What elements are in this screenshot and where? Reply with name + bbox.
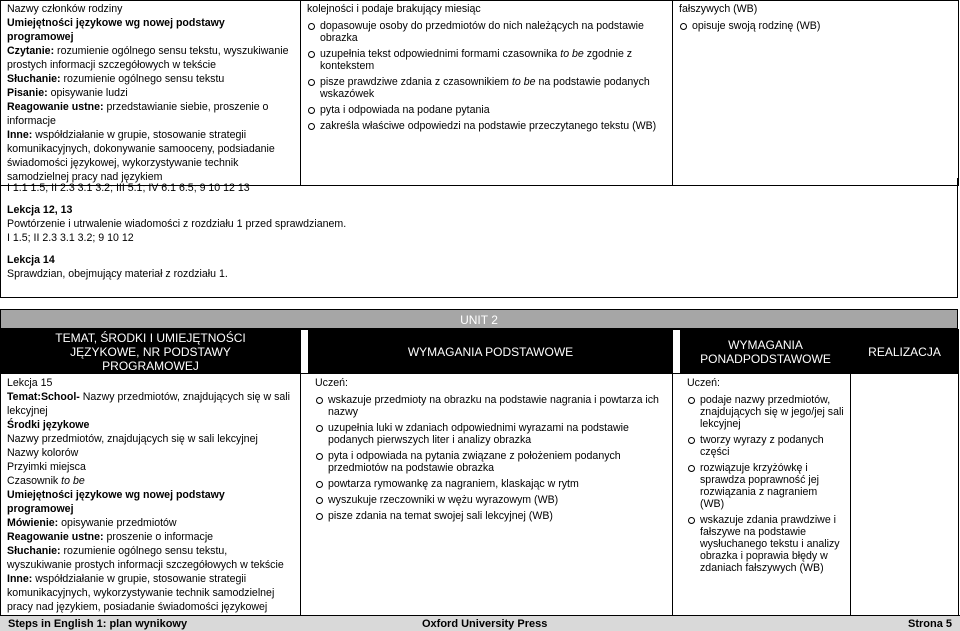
page-footer [0, 615, 960, 631]
lesson-15-title: Lekcja 15 [7, 377, 53, 389]
list-item: pyta i odpowiada na podane pytania [307, 104, 666, 116]
language-means-heading: Środki językowe [7, 419, 90, 431]
continuation-table [0, 0, 959, 186]
basic-requirements-list [315, 394, 666, 522]
reading-label: Czytanie: [7, 45, 55, 57]
list-item: rozwiązuje krzyżówkę i sprawdza poprawność jej rozwiązania z nagraniem (WB) [687, 462, 844, 510]
curriculum-refs: I 1.1 1.5; II 2.3 3.1 3.2; III 5.1; IV 6.1 6.5; 9 10 12 13 [7, 182, 250, 194]
lesson-12-13-title: Lekcja 12, 13 [7, 204, 73, 216]
basic-requirements-list [307, 20, 666, 132]
lesson-14-title: Lekcja 14 [7, 254, 55, 266]
list-item: wskazuje przedmioty na obrazku na podstawie nagrania i powtarza ich nazwy [315, 394, 666, 418]
lesson-12-13-description: Powtórzenie i utrwalenie wiadomości z rozdziału 1 przed sprawdzianem. [7, 218, 347, 230]
footer-page-number: Strona 5 [907, 618, 952, 630]
lessons-block [0, 178, 958, 298]
speaking-skill [7, 100, 294, 128]
language-means-item: Nazwy kolorów [7, 447, 79, 459]
lesson-15-realization-cell [851, 374, 959, 617]
extended-requirements-cell [673, 1, 959, 186]
listening-label: Słuchanie: [7, 73, 61, 85]
lesson-12-13-refs: I 1.5; II 2.3 3.1 3.2; 9 10 12 [7, 232, 134, 244]
list-item: uzupełnia luki w zdaniach odpowiednimi wyrazami na podstawie podanych pierwszych liter i analizy obrazka [315, 422, 666, 446]
extended-requirements-list [679, 20, 952, 32]
family-members-line: Nazwy członków rodziny [7, 3, 123, 15]
basic-lead: Uczeń: [315, 377, 348, 389]
listening-skill [7, 72, 294, 86]
unit-banner: UNIT 2 [0, 309, 958, 329]
list-item: opisuje swoją rodzinę (WB) [679, 20, 952, 32]
listening-skill: Słuchanie: rozumienie ogólnego sensu tekstu, wyszukiwanie prostych informacji szczegółowych w tekście [7, 545, 284, 571]
skills-heading: Umiejętności językowe wg nowej podstawy programowej [7, 489, 225, 515]
list-item: dopasowuje osoby do przedmiotów do nich należących na podstawie obrazka [307, 20, 666, 44]
reading-skill [7, 44, 294, 72]
other-text: współdziałanie w grupie, stosowanie strategii komunikacyjnych, dokonywanie samooceny, podsiadanie świadomości językowej, wykorzystywanie technik samodzielnej pracy nad językiem [7, 129, 275, 183]
list-item: wskazuje zdania prawdziwe i fałszywe na podstawie wysłuchanego tekstu i analizy obrazka i poprawia błędy w zdaniach fałszywych (WB) [687, 514, 844, 574]
header-spacer [301, 330, 309, 374]
extended-lead: Uczeń: [687, 377, 720, 389]
skills-heading: Umiejętności językowe wg nowej podstawy programowej [7, 17, 225, 43]
list-item: pisze prawdziwe zdania z czasownikiem to be na podstawie podanych wskazówek [307, 76, 666, 100]
header-basic: WYMAGANIA PODSTAWOWE [309, 330, 673, 374]
header-topic: TEMAT, ŚRODKI I UMIEJĘTNOŚCI JĘZYKOWE, NR PODSTAWY PROGRAMOWEJ [1, 330, 301, 374]
basic-lead-text: kolejności i podaje brakujący miesiąc [307, 3, 481, 15]
extended-requirements-list [687, 394, 844, 574]
extended-lead-text: fałszywych (WB) [679, 3, 758, 15]
listening-text: rozumienie ogólnego sensu tekstu [60, 73, 225, 85]
list-item: uzupełnia tekst odpowiednimi formami czasownika to be zgodnie z kontekstem [307, 48, 666, 72]
language-means-item: Czasownik to be [7, 475, 85, 487]
basic-requirements-cell [301, 1, 673, 186]
speaking-skill: Mówienie: opisywanie przedmiotów [7, 517, 177, 529]
footer-title: Steps in English 1: plan wynikowy [8, 618, 188, 630]
list-item: tworzy wyrazy z podanych części [687, 434, 844, 458]
writing-skill [7, 86, 294, 100]
header-extended: WYMAGANIA PONADPODSTAWOWE [681, 330, 851, 374]
lesson-15-extended-cell [673, 374, 851, 617]
topics-cell [1, 1, 301, 186]
header-realization: REALIZACJA [851, 330, 959, 374]
header-spacer [673, 330, 681, 374]
other-skill [7, 128, 294, 184]
speaking-label: Reagowanie ustne: [7, 101, 104, 113]
lesson-15-topic-cell [1, 374, 301, 617]
list-item: zakreśla właściwe odpowiedzi na podstawie przeczytanego tekstu (WB) [307, 120, 666, 132]
lesson-15-basic-cell [301, 374, 673, 617]
list-item: pisze zdania na temat swojej sali lekcyjnej (WB) [315, 510, 666, 522]
other-skill: Inne: współdziałanie w grupie, stosowanie strategii komunikacyjnych, wykorzystywanie technik samodzielnej pracy nad językiem, posiadanie świadomości językowej [7, 573, 275, 613]
lesson-14-description: Sprawdzian, obejmujący materiał z rozdziału 1. [7, 268, 228, 280]
language-means-item: Przyimki miejsca [7, 461, 86, 473]
unit-2-table [0, 309, 958, 617]
reading-text: rozumienie ogólnego sensu tekstu, wyszukiwanie prostych informacji szczegółowych w tekście [7, 45, 289, 71]
writing-text: opisywanie ludzi [47, 87, 128, 99]
list-item: wyszukuje rzeczowniki w wężu wyrazowym (WB) [315, 494, 666, 506]
lesson-15-topic: Temat:School- Nazwy przedmiotów, znajdujących się w sali lekcyjnej [7, 391, 290, 417]
other-label: Inne: [7, 129, 33, 141]
footer-publisher: Oxford University Press [422, 618, 548, 630]
speaking-text: przedstawianie siebie, proszenie o informacje [7, 101, 269, 127]
list-item: pyta i odpowiada na pytania związane z położeniem podanych przedmiotów na podstawie obrazka [315, 450, 666, 474]
responding-skill: Reagowanie ustne: proszenie o informacje [7, 531, 214, 543]
language-means-item: Nazwy przedmiotów, znajdujących się w sali lekcyjnej [7, 433, 258, 445]
list-item: powtarza rymowankę za nagraniem, klaskając w rytm [315, 478, 666, 490]
writing-label: Pisanie: [7, 87, 48, 99]
list-item: podaje nazwy przedmiotów, znajdujących się w jego/jej sali lekcyjnej [687, 394, 844, 430]
